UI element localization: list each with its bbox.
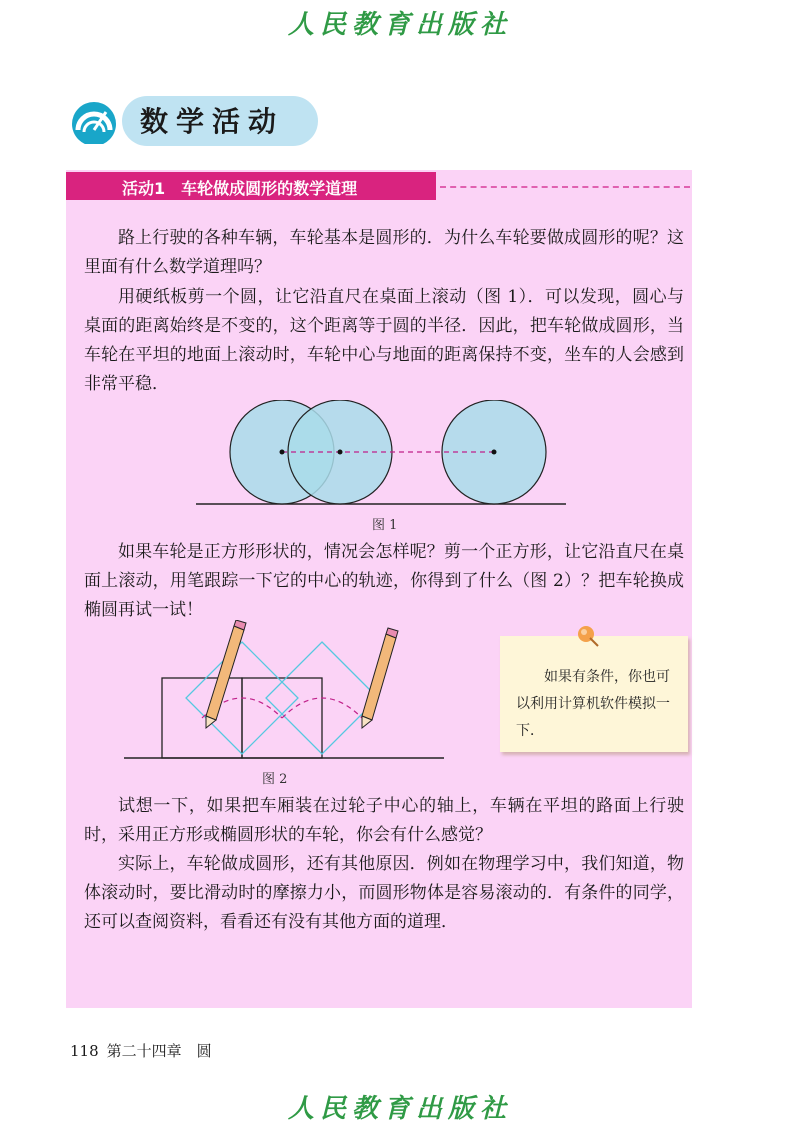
paragraph-1: 路上行驶的各种车辆，车轮基本是圆形的．为什么车轮要做成圆形的呢？这里面有什么数学道理吗？ (84, 228, 684, 277)
center-dot-2 (338, 450, 343, 455)
publisher-header: 人民教育出版社 (287, 10, 512, 40)
speedometer-icon (66, 98, 126, 144)
section-header (66, 92, 326, 156)
publisher-footer: 人民教育出版社 (287, 1094, 512, 1124)
chapter-label: 第二十四章 圆 (106, 1042, 212, 1060)
figure-1-caption: 图 1 (372, 518, 398, 533)
center-trajectory (202, 698, 362, 718)
pushpin-icon (574, 622, 604, 652)
paragraph-3: 如果车轮是正方形形状的，情况会怎样呢？剪一个正方形，让它沿直尺在桌面上滚动，用笔跟踪一下它的中心的轨迹，你得到了什么（图 2）？把车轮换成椭圆再试一试！ (84, 542, 684, 620)
figure-1-rolling-circles (196, 400, 596, 510)
paragraph-5: 实际上，车轮做成圆形，还有其他原因．例如在物理学习中，我们知道，物体滚动时，要比滑动时的摩擦力小，而圆形物体是容易滚动的．有条件的同学，还可以查阅资料，看看还有没有其他方面的道理． (84, 854, 684, 932)
page-number: 118 (70, 1042, 99, 1060)
paragraph-4: 试想一下，如果把车厢装在过轮子中心的轴上，车辆在平坦的路面上行驶时，采用正方形或椭圆形状的车轮，你会有什么感觉？ (84, 796, 684, 845)
paragraph-2: 用硬纸板剪一个圆，让它沿直尺在桌面上滚动（图 1）．可以发现，圆心与桌面的距离始终是不变的，这个距离等于圆的半径．因此，把车轮做成圆形，当车轮在平坦的地面上滚动时，车轮中心与地面的距离保持不变，坐车的人会感到非常平稳． (84, 287, 684, 394)
note-text: 如果有条件，你也可以利用计算机软件模拟一下． (516, 669, 670, 739)
center-dot-1 (280, 450, 285, 455)
pencil-icon-1 (206, 620, 246, 728)
center-dot-3 (492, 450, 497, 455)
title-dashed-rule (440, 186, 690, 188)
activity-title: 活动1 车轮做成圆形的数学道理 (122, 179, 358, 198)
section-title: 数学活动 (140, 105, 285, 138)
figure-2-caption: 图 2 (262, 772, 288, 787)
pencil-icon-2 (362, 628, 398, 728)
page-footer (70, 1040, 220, 1061)
figure-2-rolling-squares (124, 620, 464, 765)
